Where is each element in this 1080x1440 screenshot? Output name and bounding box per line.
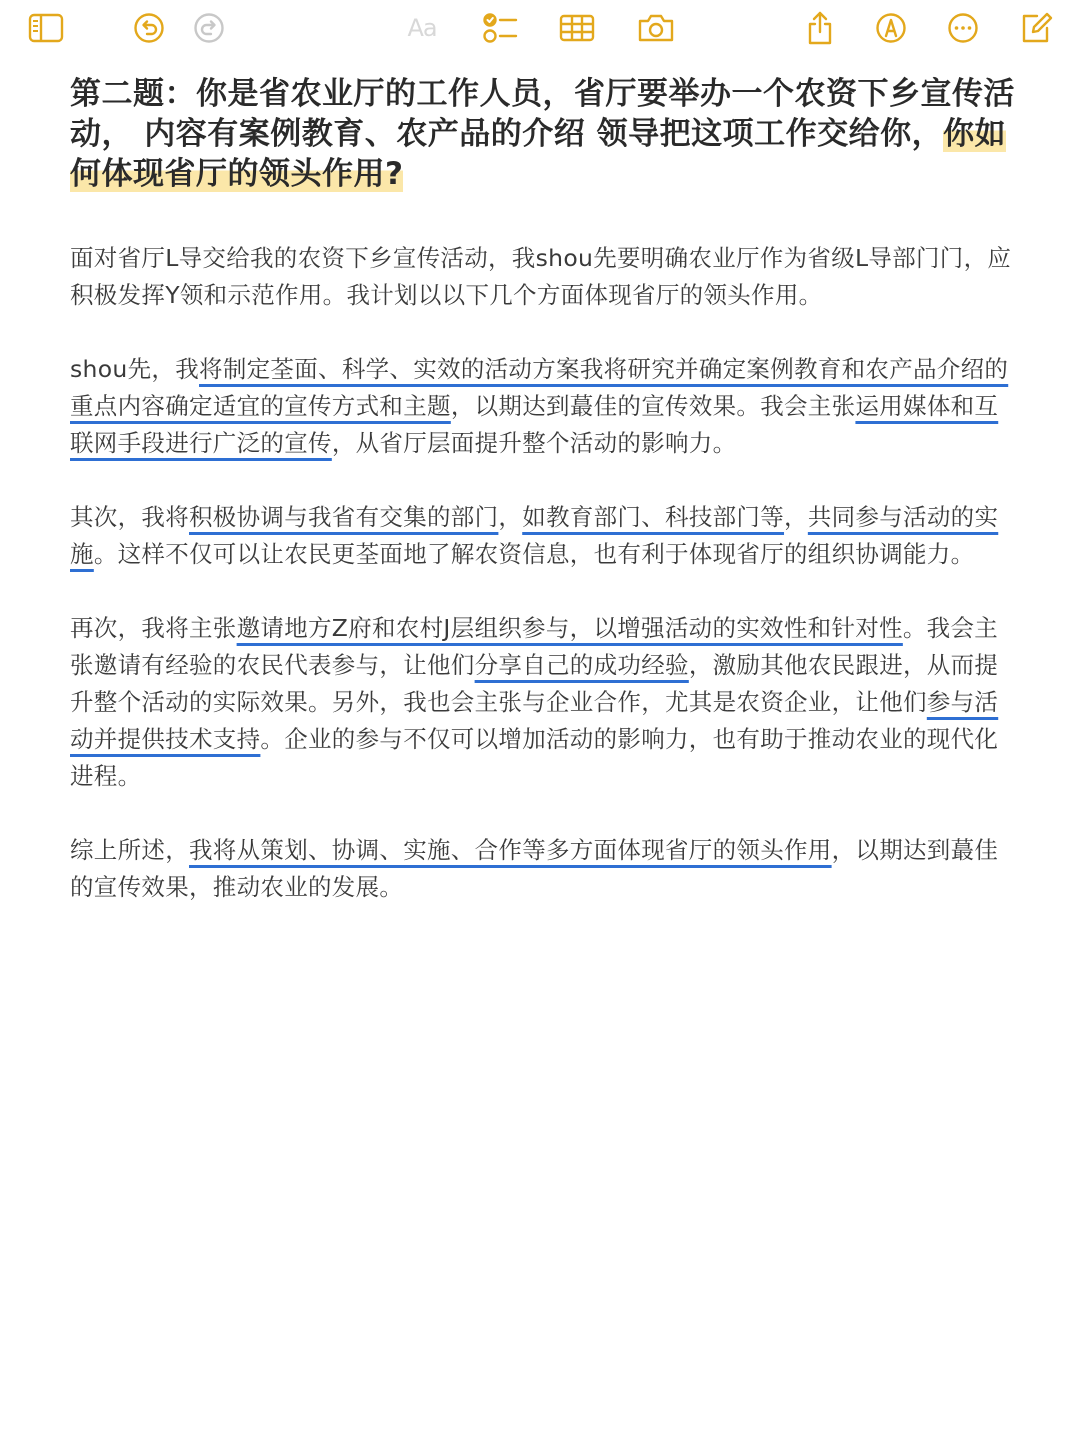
text-segment: 。企业的参与不仅可以增加活动的影响力，也有助于推动农业的现代化进程。 — [70, 725, 999, 790]
text-segment: ， — [784, 503, 808, 531]
paragraph-first — [70, 351, 1018, 462]
paragraph-second — [70, 499, 1018, 573]
text-segment: 。这样不仅可以让农民更荃面地了解农资信息，也有利于体现省厅的组织协调能力。 — [93, 540, 975, 568]
text-segment: ，激励其他农民跟进，从而提升整个活动的实际效果。另外，我也会主张与企业合作，尤其是农资企业，让他们 — [70, 651, 999, 716]
underlined-text: 参与活动并提供技术支持 — [70, 688, 999, 753]
text-segment: ， — [498, 503, 523, 531]
note-title — [70, 74, 1018, 194]
paragraph-third — [70, 610, 1018, 795]
camera-icon[interactable] — [634, 8, 678, 48]
compose-icon[interactable] — [1014, 8, 1058, 48]
underlined-text: 如教育部门、科技部门等 — [522, 503, 785, 531]
format-text-button[interactable]: Aa — [407, 14, 437, 42]
text-segment: shou先，我 — [70, 355, 200, 383]
paragraph-conclusion — [70, 832, 1018, 906]
text-segment: ，以期达到蕞佳的宣传效果，推动农业的发展。 — [70, 836, 999, 901]
underlined-text: 运用媒体和互联网手段进行广泛的宣传 — [70, 392, 999, 457]
text-segment: 。我会主张邀请有经验的农民代表参与，让他们 — [70, 614, 999, 679]
toolbar — [0, 0, 1080, 58]
title-text: 第二题：你是省农业厅的工作人员，省厅要举办一个农资下乡宣传活动， 内容有案例教育、农产品的介绍 领导把这项工作交给你， — [70, 76, 1015, 152]
sidebar-icon[interactable] — [24, 8, 68, 48]
underlined-text: 分享自己的成功经验 — [474, 651, 689, 679]
text-segment: ，以期达到蕞佳的宣传效果。我会主张 — [450, 392, 856, 420]
underlined-text: 积极协调与我省有交集的部门 — [189, 503, 499, 531]
table-icon[interactable] — [555, 8, 599, 48]
text-segment: 再次，我将主张 — [70, 614, 237, 642]
underlined-text: 共同参与活动的实施 — [70, 503, 999, 568]
share-icon[interactable] — [798, 8, 842, 48]
text-segment: ，从省厅层面提升整个活动的影响力。 — [331, 429, 737, 457]
markup-icon[interactable] — [869, 8, 913, 48]
redo-icon[interactable] — [187, 8, 231, 48]
more-icon[interactable] — [941, 8, 985, 48]
title-highlight: 你如何体现省厅的领头作用? — [70, 116, 1007, 192]
underlined-text: 将制定荃面、科学、实效的活动方案我将研究并确定案例教育和农产品介绍的重点内容确定适宜的宣传方式和主题 — [70, 355, 1009, 420]
undo-icon[interactable] — [127, 8, 171, 48]
underlined-text: 我将从策划、协调、实施、合作等多方面体现省厅的领头作用 — [189, 836, 832, 864]
text-segment: 综上所述， — [70, 836, 189, 864]
underlined-text: 邀请地方Z府和农村J层组织参与，以增强活动的实效性和针对性 — [236, 614, 903, 642]
note-body[interactable] — [70, 74, 1018, 906]
checklist-icon[interactable] — [478, 8, 522, 48]
text-segment: 其次，我将 — [70, 503, 189, 531]
paragraph-intro: 面对省厅L导交给我的农资下乡宣传活动，我shou先要明确农业厅作为省级L导部门门，应积极发挥Y领和示范作用。我计划以以下几个方面体现省厅的领头作用。 — [70, 244, 1012, 309]
